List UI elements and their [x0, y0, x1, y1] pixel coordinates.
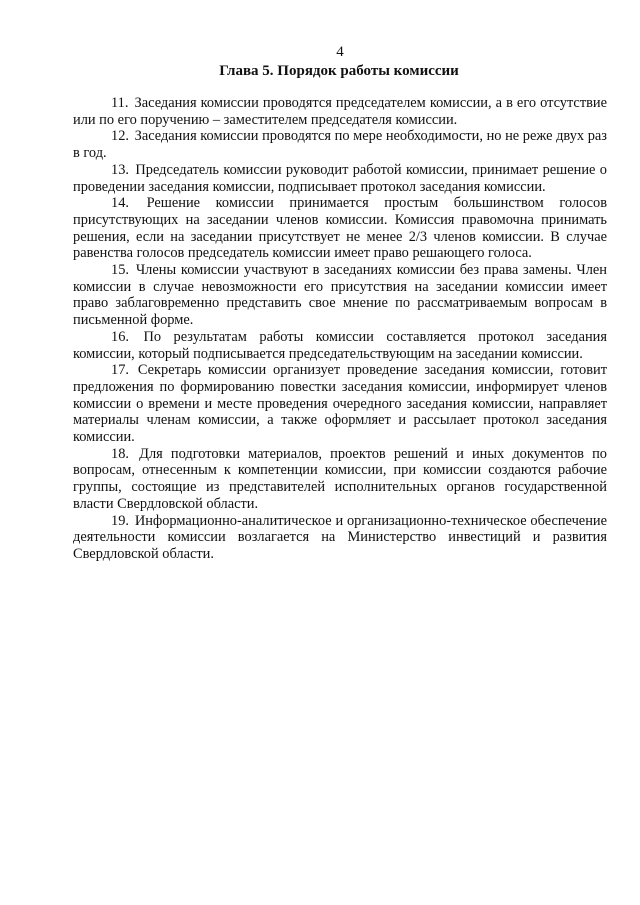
paragraph-number: 15.: [111, 262, 129, 279]
paragraph-16: [73, 329, 607, 362]
paragraph-18: [73, 446, 607, 513]
paragraph-14: [73, 195, 607, 262]
paragraph-text: По результатам работы комиссии составляется протокол заседания комиссии, который подписывается председательствующим на заседании комиссии.: [73, 328, 607, 362]
page-number: 4: [336, 44, 344, 60]
paragraph-text: Для подготовки материалов, проектов решений и иных документов по вопросам, отнесенным к компетенции комиссии, при комиссии создаются рабочие группы, состоящие из представителей исполнительных органов государственной власти Свердловской области.: [73, 445, 607, 512]
paragraph-11: [73, 95, 607, 128]
paragraph-number: 18.: [111, 445, 129, 462]
paragraph-number: 19.: [111, 512, 129, 529]
paragraph-number: 12.: [111, 128, 129, 145]
paragraph-text: Члены комиссии участвуют в заседаниях комиссии без права замены. Член комиссии в случае невозможности его присутствия на заседании комиссии имеет право заблаговременно представить свое мнение по рассматриваемым вопросам в письменной форме.: [73, 262, 607, 329]
paragraph-19: [73, 513, 607, 563]
paragraph-number: 17.: [111, 362, 129, 379]
paragraph-text: Информационно-аналитическое и организационно-техническое обеспечение деятельности комиссии возлагается на Министерство инвестиций и развития Свердловской области.: [73, 512, 607, 562]
paragraph-15: [73, 262, 607, 329]
paragraph-13: [73, 162, 607, 195]
paragraph-number: 11.: [111, 95, 129, 111]
paragraph-12: [73, 128, 607, 161]
paragraph-17: [73, 362, 607, 446]
paragraph-number: 14.: [111, 195, 129, 212]
document-body: [73, 95, 607, 563]
paragraph-text: Заседания комиссии проводятся по мере необходимости, но не реже двух раз в год.: [73, 128, 607, 162]
paragraph-text: Решение комиссии принимается простым большинством голосов присутствующих на заседании членов комиссии. Комиссия правомочна принимать решения, если на заседании присутствует не менее 2/3 членов комиссии. В случае равенства голосов председатель комиссии имеет право решающего голоса.: [73, 195, 607, 262]
paragraph-number: 13.: [111, 161, 129, 178]
paragraph-text: Председатель комиссии руководит работой комиссии, принимает решение о проведении заседания комиссии, подписывает протокол заседания комиссии.: [73, 161, 607, 195]
chapter-title: Глава 5. Порядок работы комиссии: [219, 63, 459, 79]
paragraph-text: Секретарь комиссии организует проведение заседания комиссии, готовит предложения по формированию повестки заседания комиссии, информирует членов комиссии о времени и месте проведения очередного заседания комиссии, направляет материалы членам комиссии, а также оформляет и рассылает протокол заседания комиссии.: [73, 362, 607, 446]
paragraph-text: Заседания комиссии проводятся председателем комиссии, а в его отсутствие или по его поручению – заместителем председателя комиссии.: [73, 95, 607, 128]
paragraph-number: 16.: [111, 328, 129, 345]
